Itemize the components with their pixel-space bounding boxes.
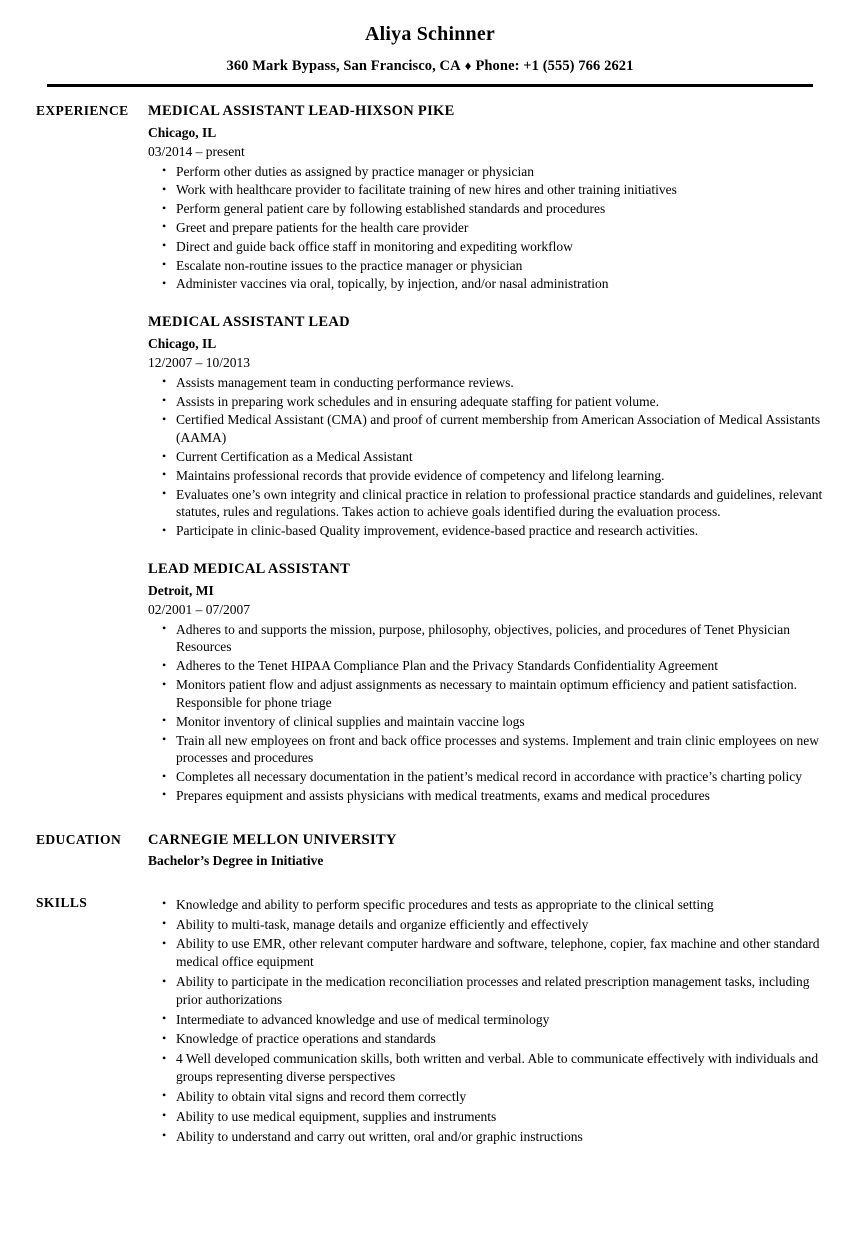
skill-bullet: • Knowledge and ability to perform specific procedures and tests as appropriate to the clinical setting: [148, 896, 830, 914]
job-location: Chicago, IL: [148, 336, 217, 352]
header-divider: [47, 84, 813, 87]
contact-address: 360 Mark Bypass, San Francisco, CA: [226, 58, 461, 74]
experience-section: [0, 102, 860, 805]
job-bullet-list: [148, 374, 830, 540]
skill-bullet: • Ability to participate in the medication reconciliation processes and related prescription management tasks, including prior authorizations: [148, 973, 830, 1009]
job-bullet: • Train all new employees on front and back office processes and systems. Implement and train clinic employees on new processes and procedures: [148, 732, 830, 768]
contact-line: [0, 58, 860, 75]
job-bullet: • Monitors patient flow and adjust assignments as necessary to maintain optimum efficiency and patient satisfaction. Responsible for phone triage: [148, 676, 830, 712]
job-location: Detroit, MI: [148, 583, 214, 599]
job-bullet: • Completes all necessary documentation in the patient’s medical record in accordance with practice’s charting policy: [148, 768, 830, 786]
job-bullet: • Maintains professional records that provide evidence of competency and lifelong learning.: [148, 467, 830, 485]
job-bullet: • Adheres to and supports the mission, purpose, philosophy, objectives, policies, and procedures of Tenet Physician Resources: [148, 621, 830, 657]
job-dates: 03/2014 – present: [148, 144, 245, 159]
job-bullet-list: [148, 163, 830, 294]
section-label-skills: SKILLS: [36, 894, 88, 910]
resume-header: [0, 0, 860, 87]
skill-bullet: • Ability to obtain vital signs and record them correctly: [148, 1088, 830, 1106]
skill-bullet: • Ability to use EMR, other relevant computer hardware and software, telephone, copier, fax machine and other standard medical office equipment: [148, 935, 830, 971]
job-dates: 12/2007 – 10/2013: [148, 355, 251, 371]
job-location: Chicago, IL: [148, 125, 217, 141]
diamond-separator-icon: ♦: [464, 58, 472, 73]
job-bullet-list: [148, 621, 830, 805]
skill-bullet: • 4 Well developed communication skills, both written and verbal. Able to communicate effectively with individuals and groups representing diverse perspectives: [148, 1050, 830, 1086]
education-body: [148, 831, 830, 870]
job-entry: [148, 102, 830, 293]
skills-bullet-list: [148, 896, 830, 1146]
job-bullet: • Work with healthcare provider to facilitate training of new hires and other training initiatives: [148, 181, 830, 199]
job-title: MEDICAL ASSISTANT LEAD-HIXSON PIKE: [148, 103, 455, 119]
job-bullet: • Assists management team in conducting performance reviews.: [148, 374, 830, 392]
job-bullet: • Prepares equipment and assists physicians with medical treatments, exams and medical procedures: [148, 787, 830, 805]
education-degree: Bachelor’s Degree in Initiative: [148, 852, 324, 868]
job-title: MEDICAL ASSISTANT LEAD: [148, 314, 350, 331]
skills-section: [0, 894, 860, 1146]
job-bullet: • Participate in clinic-based Quality improvement, evidence-based practice and research activities.: [148, 522, 830, 540]
job-bullet: • Certified Medical Assistant (CMA) and proof of current membership from American Association of Medical Assistants (AAMA): [148, 411, 830, 447]
job-entry: [148, 313, 830, 540]
job-entry: [148, 560, 830, 805]
skill-bullet: • Knowledge of practice operations and standards: [148, 1030, 830, 1048]
job-bullet: • Greet and prepare patients for the health care provider: [148, 219, 830, 237]
skill-bullet: • Ability to use medical equipment, supplies and instruments: [148, 1108, 830, 1126]
job-bullet: • Monitor inventory of clinical supplies and maintain vaccine logs: [148, 713, 830, 731]
section-label-education: EDUCATION: [36, 831, 122, 847]
skills-body: [148, 894, 830, 1146]
job-bullet: • Perform general patient care by following established standards and procedures: [148, 200, 830, 218]
job-bullet: • Direct and guide back office staff in monitoring and expediting workflow: [148, 238, 830, 256]
education-section: [0, 831, 860, 870]
candidate-name: Aliya Schinner: [364, 23, 496, 45]
skill-bullet: • Intermediate to advanced knowledge and use of medical terminology: [148, 1011, 830, 1029]
job-title: LEAD MEDICAL ASSISTANT: [148, 561, 351, 578]
job-bullet: • Perform other duties as assigned by practice manager or physician: [148, 163, 830, 181]
section-label-experience: EXPERIENCE: [36, 103, 129, 118]
experience-body: [148, 102, 830, 805]
job-bullet: • Adheres to the Tenet HIPAA Compliance Plan and the Privacy Standards Confidentiality Agreement: [148, 657, 830, 675]
job-bullet: • Assists in preparing work schedules and in ensuring adequate staffing for patient volume.: [148, 393, 830, 411]
skill-bullet: • Ability to understand and carry out written, oral and/or graphic instructions: [148, 1128, 830, 1146]
job-bullet: • Evaluates one’s own integrity and clinical practice in relation to professional practice standards and guidelines, relevant statutes, rules and regulations. Takes action to achieve goals identified during the evaluation process.: [148, 486, 830, 522]
job-bullet: • Administer vaccines via oral, topically, by injection, and/or nasal administration: [148, 275, 830, 293]
job-bullet: • Escalate non-routine issues to the practice manager or physician: [148, 257, 830, 275]
skill-bullet: • Ability to multi-task, manage details and organize efficiently and effectively: [148, 916, 830, 934]
education-school: CARNEGIE MELLON UNIVERSITY: [148, 831, 397, 848]
job-bullet: • Current Certification as a Medical Assistant: [148, 448, 830, 466]
contact-phone: Phone: +1 (555) 766 2621: [475, 58, 634, 74]
job-dates: 02/2001 – 07/2007: [148, 602, 251, 618]
